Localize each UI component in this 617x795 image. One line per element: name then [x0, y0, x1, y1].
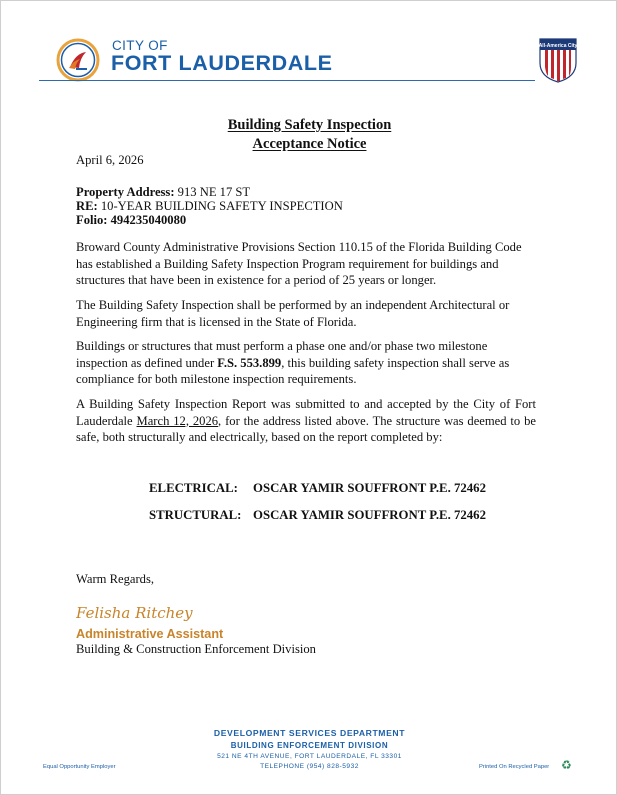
- footer-division: BUILDING ENFORCEMENT DIVISION: [230, 741, 389, 750]
- footer-department: DEVELOPMENT SERVICES DEPARTMENT: [213, 728, 406, 738]
- paragraph-milestone-compliance: [76, 338, 536, 388]
- all-america-city-shield-icon: [538, 37, 578, 83]
- document-subtitle: Acceptance Notice: [252, 136, 367, 152]
- electrical-label: ELECTRICAL:: [149, 481, 238, 495]
- paragraph-program-requirement: Broward County Administrative Provisions Section 110.15 of the Florida Building Code has established a Building Safety Inspection Program requirement for buildings and structures that have been in existence for a period of 25 years or longer.: [76, 240, 522, 287]
- folio-value: 494235040080: [107, 213, 187, 227]
- paragraph-text: A Building Safety Inspection Report was submitted to and accepted by the City of Fort Lauderdale: [76, 397, 536, 428]
- paragraph-text: Buildings or structures that must perform a phase one and/or phase two milestone inspection as defined under: [76, 339, 488, 370]
- signature-text: Felisha Ritchey: [76, 604, 193, 622]
- city-of-label: CITY OF: [112, 38, 168, 53]
- re-value: 10-YEAR BUILDING SAFETY INSPECTION: [97, 199, 343, 213]
- property-address-value: 913 NE 17 ST: [174, 185, 251, 199]
- header-divider: [39, 80, 535, 81]
- paragraph-text: , this building safety inspection shall serve as compliance for both milestone inspection requirements.: [76, 355, 510, 386]
- structural-engineer: OSCAR YAMIR SOUFFRONT P.E. 72462: [253, 508, 486, 522]
- signer-division: Building & Construction Enforcement Division: [76, 642, 316, 656]
- document-title: Building Safety Inspection: [227, 117, 392, 133]
- recycled-paper-label: Printed On Recycled Paper: [479, 764, 550, 770]
- footer-address: 521 NE 4TH AVENUE, FORT LAUDERDALE, FL 33301: [217, 753, 402, 760]
- paragraph-text: for the address listed above. The structure was deemed to be safe, both structurally and electrically, based on the report completed by:: [76, 413, 536, 444]
- electrical-engineer: OSCAR YAMIR SOUFFRONT P.E. 72462: [253, 481, 486, 495]
- city-seal-logo-icon: [56, 38, 100, 82]
- shield-text: All-America City: [538, 43, 578, 49]
- structural-label: STRUCTURAL:: [149, 508, 242, 522]
- letter-date: April 6, 2026: [76, 153, 144, 167]
- acceptance-date: March 12, 2026,: [136, 413, 222, 428]
- recycle-icon: ♻: [561, 758, 572, 772]
- signer-role: Administrative Assistant: [76, 627, 224, 641]
- footer-telephone: TELEPHONE (954) 828-5932: [260, 763, 359, 770]
- re-label: RE:: [76, 199, 98, 213]
- equal-opportunity-label: Equal Opportunity Employer: [43, 764, 116, 770]
- paragraph-report-accepted: [76, 396, 536, 446]
- closing-regards: Warm Regards,: [76, 572, 155, 586]
- city-name-wordmark: FORT LAUDERDALE: [111, 51, 333, 75]
- handwritten-signature: [76, 599, 196, 625]
- statute-reference: F.S. 553.899: [217, 355, 282, 370]
- property-address-label: Property Address:: [76, 185, 175, 199]
- folio-label: Folio:: [76, 213, 108, 227]
- paragraph-independent-firm: The Building Safety Inspection shall be performed by an independent Architectural or Engineering firm that is licensed in the State of Florida.: [76, 298, 510, 329]
- folio-line: [76, 212, 536, 229]
